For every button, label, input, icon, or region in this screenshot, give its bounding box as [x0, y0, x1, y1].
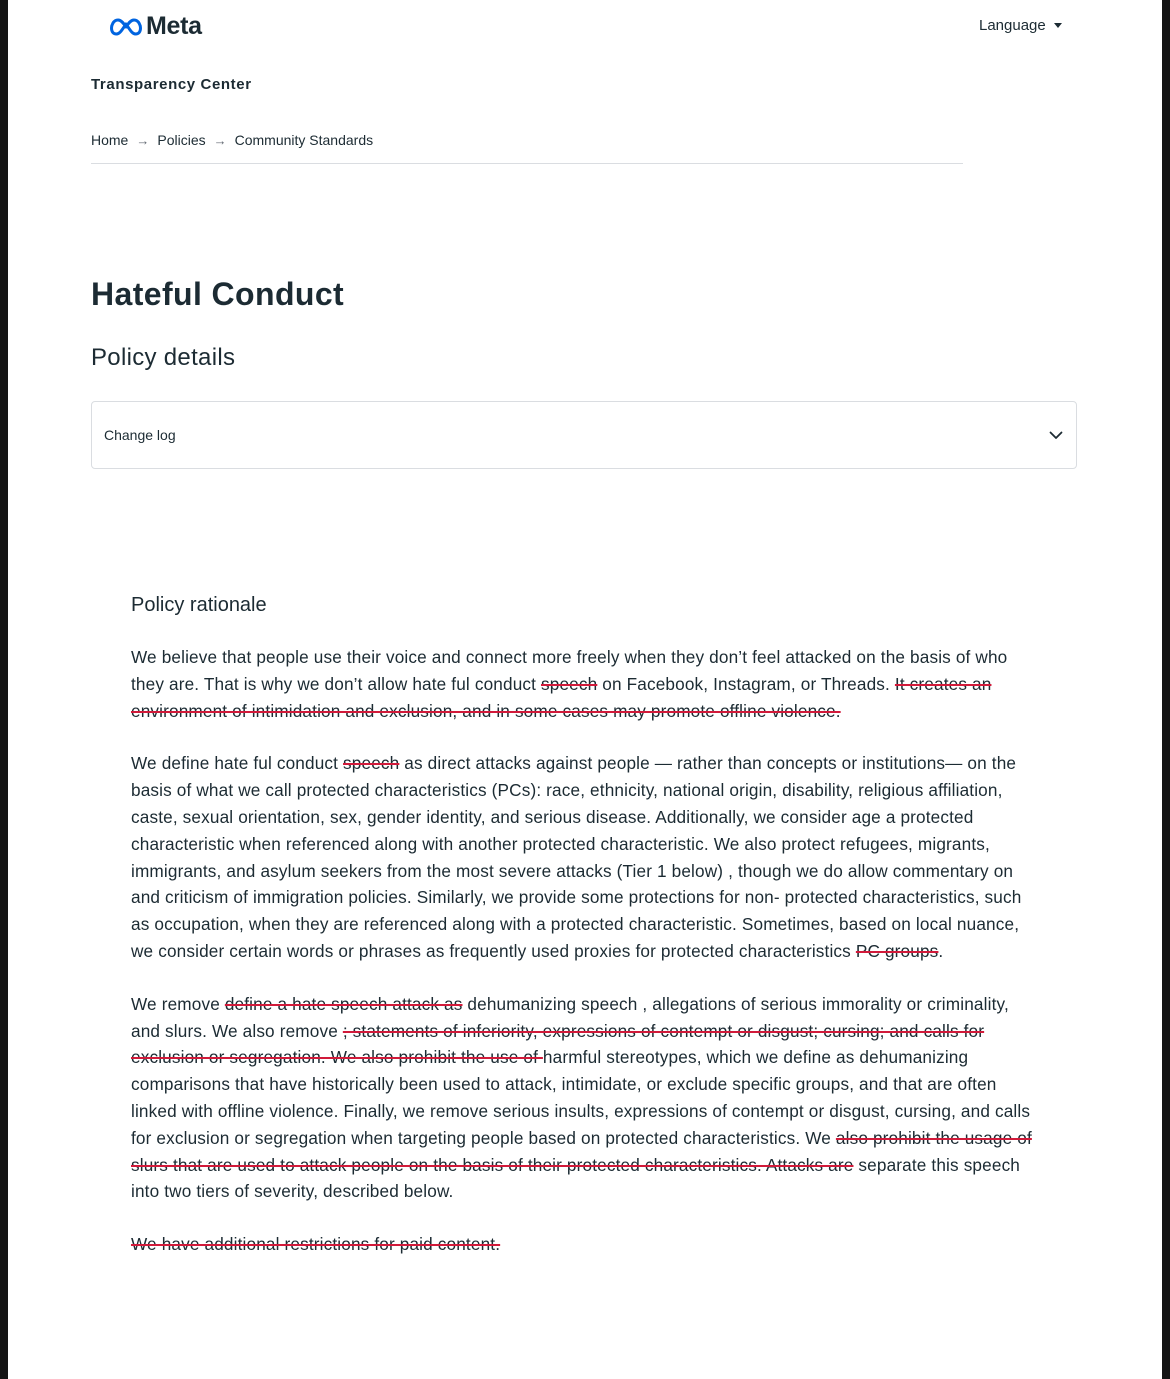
arrow-right-icon: →: [136, 132, 150, 148]
deleted-text: define a hate speech attack as: [224, 993, 463, 1014]
caret-down-icon: [1054, 23, 1062, 28]
deleted-text: speech: [541, 673, 598, 694]
breadcrumb-policies[interactable]: Policies: [157, 132, 206, 148]
rationale-paragraph-2: [131, 750, 1036, 964]
text-segment: .: [938, 940, 944, 961]
brand-name: Meta: [146, 12, 202, 40]
chevron-down-icon: [1048, 427, 1064, 443]
breadcrumb: [91, 132, 373, 148]
text-segment: We remove: [131, 993, 225, 1014]
text-segment: We define hate ful conduct: [131, 753, 344, 774]
text-segment: harmful stereotypes, which we define as dehumanizing comparisons that have historically been used to attack, intimidate, or exclude specific groups, and that are often linked with offline violence. Finally, we remove serious insults, expressions of contempt or disgust, cursing, and calls for exclusion or segregation when targeting people based on protected characteristics. We: [131, 1047, 1031, 1148]
rationale-paragraph-1: [131, 644, 1036, 724]
text-segment: separate this speech into two tiers of severity, described below.: [131, 1154, 1021, 1202]
deleted-text: It creates an environment of intimidation and exclusion, and in some cases may promote offline violence.: [131, 673, 992, 721]
rationale-paragraph-3: [131, 991, 1036, 1205]
page-title: Hateful Conduct: [91, 276, 345, 312]
meta-infinity-icon: [110, 18, 142, 36]
breadcrumb-community-standards[interactable]: Community Standards: [234, 132, 374, 148]
policy-rationale-heading: Policy rationale: [131, 594, 267, 616]
site-title[interactable]: Transparency Center: [91, 76, 252, 93]
policy-rationale-document: [131, 594, 1036, 1284]
deleted-text: speech: [343, 753, 400, 774]
window-frame-left: [0, 0, 8, 1379]
deleted-text: ; statements of inferiority, expressions of contempt or disgust; cursing; and calls for exclusion or segregation. We also prohibit the use of: [131, 1020, 985, 1068]
window-frame-right: [1162, 0, 1170, 1379]
text-segment: dehumanizing speech , allegations of serious immorality or criminality, and slurs. We also remove: [131, 993, 1009, 1041]
deleted-text: also prohibit the usage of slurs that are used to attack people on the basis of their protected characteristics. Attacks are: [131, 1127, 1032, 1175]
arrow-right-icon: →: [213, 132, 227, 148]
text-segment: We believe that people use their voice and connect more freely when they don’t feel attacked on the basis of who they are. That is why we don’t allow hate ful conduct: [131, 647, 1008, 694]
breadcrumb-home[interactable]: Home: [91, 132, 129, 148]
text-segment: on Facebook, Instagram, or Threads.: [597, 673, 895, 694]
language-label: Language: [979, 17, 1046, 34]
breadcrumb-divider: [91, 163, 963, 164]
deleted-text: We have additional restrictions for paid content.: [131, 1234, 501, 1255]
language-selector[interactable]: [979, 17, 1062, 34]
deleted-text: PC groups: [855, 940, 939, 961]
change-log-accordion[interactable]: [91, 401, 1077, 469]
text-segment: as direct attacks against people — rather than concepts or institutions— on the basis of what we call protected characteristics (PCs): race, ethnicity, national origin, disability, religious affiliation, caste, sexual orientation, sex, gender identity, and serious disease. Additionally, we consider age a protected characteristic when referenced along with another protected characteristic. We also protect refugees, migrants, immigrants, and asylum seekers from the most severe attacks (Tier 1 below) , though we do allow commentary on and criticism of immigration policies. Similarly, we provide some protections for non- protected characteristics, such as occupation, when they are referenced along with a protected characteristic. Sometimes, based on local nuance, we consider certain words or phrases as frequently used proxies for protected characteristics: [131, 753, 1022, 961]
change-log-label: Change log: [104, 427, 176, 443]
section-title: Policy details: [91, 344, 236, 371]
meta-logo[interactable]: [110, 12, 202, 41]
rationale-paragraph-4: [131, 1231, 1036, 1258]
